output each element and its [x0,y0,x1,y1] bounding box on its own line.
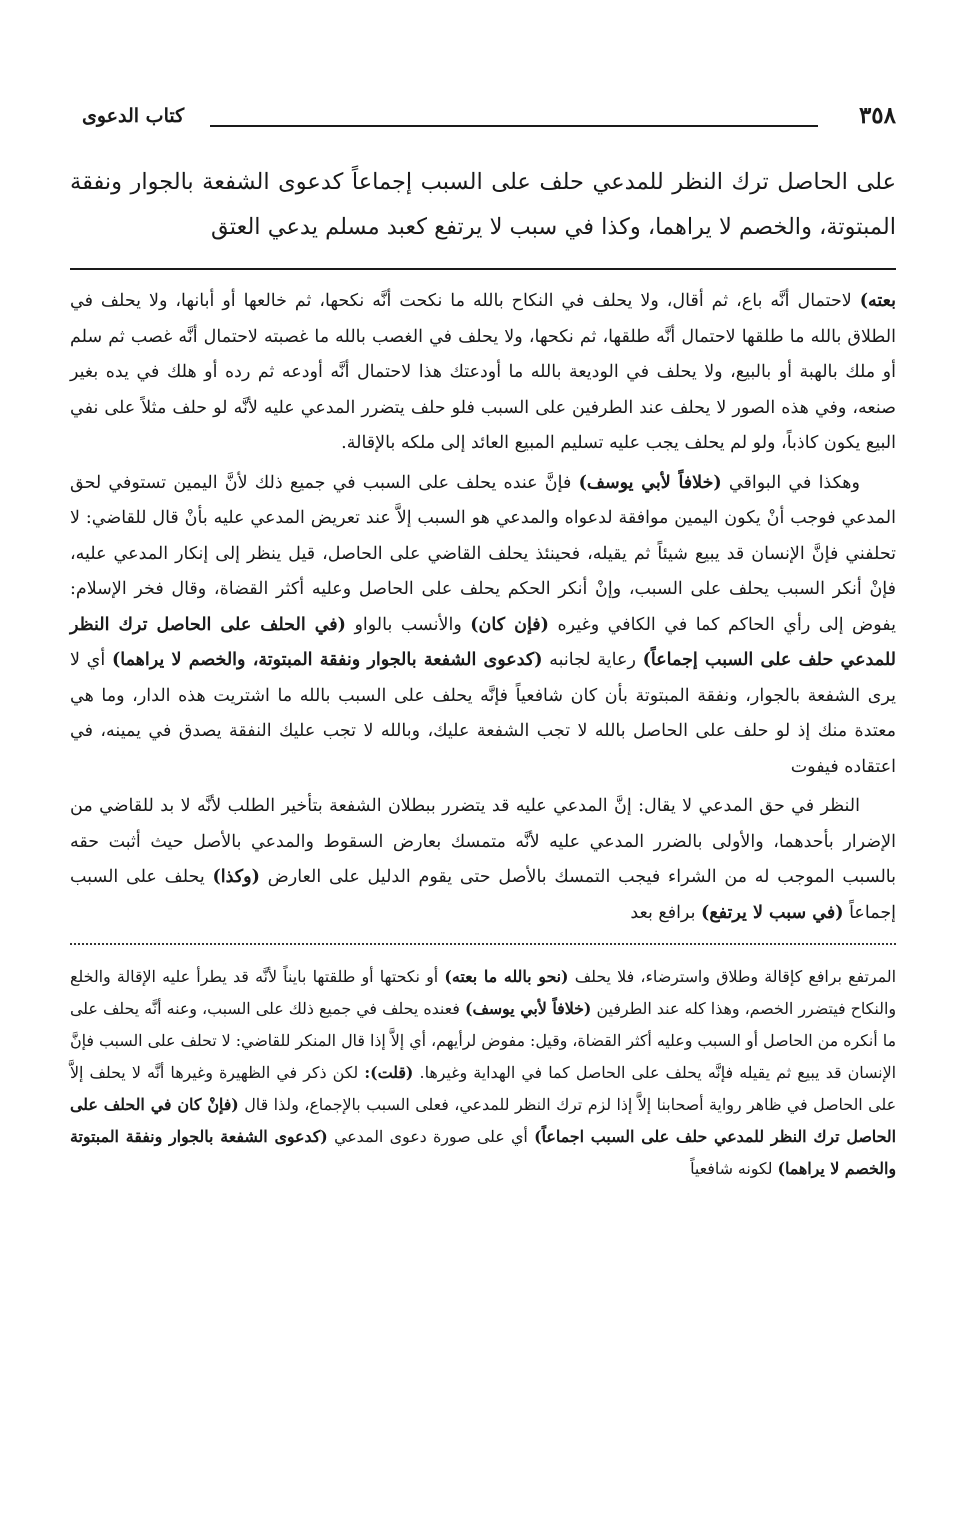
matn-text [70,160,896,250]
bold-quote: بعته) [859,291,896,311]
notes-text: أي على صورة دعوى المدعي [334,1127,528,1146]
notes-divider [70,943,896,945]
matn-text-body: على الحاصل ترك النظر للمدعي حلف على السبب إجماعاً كدعوى الشفعة بالجوار ونفقة المبتوتة، والخصم لا يراهما، وكذا في سبب لا يرتفع كعبد مسلم يدعي العتق [70,169,896,240]
notes-text: المرتفع برافع كإقالة وطلاق واسترضاء، فلا يحلف [574,967,896,986]
commentary-text: يحلف على السبب إجماعاً [70,867,896,923]
bold-quote: (خلافاً لأبي يوسف) [578,472,722,493]
commentary-text: وهكذا في البواقي [728,472,860,493]
notes [70,961,896,1185]
commentary-text: والأنسب بالواو [354,614,462,635]
bold-quote: (كدعوى الشفعة بالجوار ونفقة المبتوتة والخصم لا يراهما) [70,1127,896,1178]
commentary-text: لاحتمال أنَّه باع، ثم أقال، ولا يحلف في النكاح بالله ما نكحت أنَّه نكحها، ثم خالعها أو أبانها، ولا يحلف في الطلاق بالله ما طلقها لاحتمال أنَّه طلقها، ثم نكحها، ولا يحلف في الغصب بالله ما غصبته لاحتمال أنَّه غصب ثم سلم أو ملك بالهبة أو بالبيع، ولا يحلف في الوديعة بالله ما أودعتك هذا لاحتمال أنَّه أودعه ثم رده أو هلك في يده بغير صنعه، وفي هذه الصور لا يحلف عند الطرفين على السبب فلو حلف يتضرر المدعي عليه لأنَّه لو حلف مثلاً على نفي البيع يكون كاذباً، ولو لم يحلف يجب عليه تسليم المبيع العائد إلى ملكه بالإقالة. [70,291,896,453]
commentary-paragraph-3 [70,789,896,931]
notes-paragraph [70,961,896,1185]
page-number: ٣٥٨ [858,102,896,129]
commentary-text: النظر في حق المدعي لا يقال: إنَّ المدعي عليه قد يتضرر ببطلان الشفعة بتأخير الطلب لأنَّه لا بد للقاضي من الإضرار بأحدهما، والأولى بالضرر المدعي عليه لأنَّه متمسك بعارض السقوط والمدعي بالأصل حيث أثبت حقه بالسبب الموجب له من الشراء فيجب التمسك بالأصل حتى يقوم الدليل على العارض [70,796,896,887]
notes-text: لكن ذكر في الظهيرة وغيرها أنَّه لا يحلف إلاَّ على الحاصل في ظاهر رواية أصحابنا إلاَّ إذا لزم ترك النظر للمدعي، فعلى السبب بالإجماع، ولذا قال [70,1063,896,1114]
notes-text: لكونه شافعياً [690,1159,773,1178]
notes-text: أو نكحتها أو طلقتها بايناً لأنَّه قد يطرأ عليه الإقالة والخلع والنكاح فيتضرر الخصم، وهذا كله عند الطرفين [70,967,896,1018]
bold-quote: (وكذا) [212,867,260,887]
commentary [70,284,896,931]
matn-divider [70,268,896,270]
commentary-text: رعاية لجانبه [549,650,636,670]
bold-quote: (فإن كان) [470,614,549,635]
page-header [70,100,896,134]
commentary-text: برافع بعد [630,902,696,923]
notes-text: فعنده يحلف في جميع ذلك على السبب، وعنه أنَّه يحلف على ما أنكره من الحاصل أو السبب وعليه أكثر القضاة، وقيل: مفوض لرأيهم، أي إلاَّ إذا قال المنكر للقاضي: لا تحلف على السبب فإنَّ الإنسان قد يبيع ثم يقيله فإنَّه يحلف على الحاصل كما في الهداية وغيرها. [70,999,896,1082]
bold-quote: (في الحلف على الحاصل ترك النظر للمدعي حلف على السبب إجماعاً) [70,614,896,670]
bold-quote: (خلافاً لأبي يوسف) [464,999,592,1018]
commentary-text: فإنَّ عنده يحلف على السبب في جميع ذلك لأنَّ اليمين تستوفي لحق المدعي فوجب أنْ يكون اليمين موافقة لدعواه والمدعي هو السبب إلاَّ عند تعريض المدعي عليه بأنْ قال للقاضي: لا تحلفني فإنَّ الإنسان قد يبيع شيئاً ثم يقيله، فحينئذ يحلف القاضي على الحاصل، قيل ينظر إلى إنكار المدعي عليه، فإنْ أنكر السبب يحلف على السبب، وإنْ أنكر الحكم يحلف على الحاصل وعليه أكثر القضاة، وقال فخر الإسلام: يفوض إلى رأي الحاكم كما في الكافي وغيره [70,472,896,635]
bold-quote: (قلت): [364,1063,414,1082]
commentary-text: أي لا يرى الشفعة بالجوار، ونفقة المبتوتة بأن كان شافعياً فإنَّه يحلف على السبب بالله ما اشتريت هذه الدار، وما هي معتدة منك إذ لو حلف على الحاصل بالله لا تجب الشفعة عليك، وبالله لا تجب عليك النفقة يصدق في يمينه، في اعتقاده فيفوت [70,650,896,777]
commentary-paragraph-1 [70,284,896,462]
book-title: كتاب الدعوى [82,105,185,127]
header-rule [210,125,818,127]
bold-quote: (نحو بالله ما بعته) [444,967,569,986]
bold-quote: (فإنْ كان في الحلف على الحاصل ترك النظر للمدعي حلف على السبب اجماعاً) [70,1095,896,1146]
commentary-paragraph-2 [70,466,896,786]
page [70,100,896,1185]
bold-quote: (كدعوى الشفعة بالجوار ونفقة المبتوتة، والخصم لا يراهما) [111,650,543,670]
bold-quote: (في سبب لا يرتفع) [701,902,844,923]
